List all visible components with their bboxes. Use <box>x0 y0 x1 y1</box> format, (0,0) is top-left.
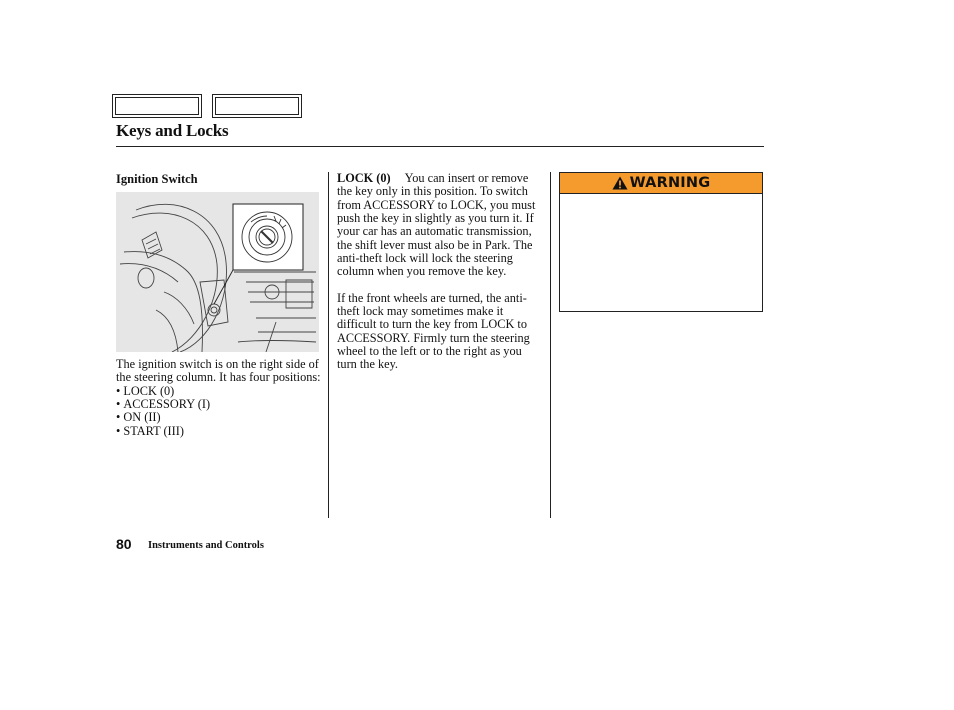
page-title: Keys and Locks <box>116 121 229 140</box>
lock-paragraph-2: If the front wheels are turned, the anti-theft lock may sometimes make it difficult to turn the key from LOCK to ACCESSORY. Firmly turn the steering wheel to the left or to the right as you turn the key. <box>337 290 530 372</box>
section-footer: Instruments and Controls <box>148 540 264 551</box>
section-heading: Ignition Switch <box>116 172 198 186</box>
list-item: • LOCK (0) <box>116 385 321 398</box>
list-item: • ON (II) <box>116 411 321 424</box>
lock-text-1: You can insert or remove the key only in this position. To switch from ACCESSORY to LOCK, you must push the key in slightly as you turn it. If your car has an automatic transmission, the shift lever must also be in Park. The anti-theft lock will lock the steering column when you remove the key. <box>337 171 536 279</box>
ignition-switch-illustration <box>116 192 319 352</box>
header-tab-box-2 <box>212 94 302 118</box>
page-number: 80 <box>116 536 132 552</box>
column-divider-1 <box>328 172 329 518</box>
lock-paragraph-1 <box>337 172 542 279</box>
warning-triangle-icon <box>612 176 628 190</box>
warning-box <box>559 172 763 312</box>
ignition-description <box>116 358 321 438</box>
warning-bar <box>560 173 762 194</box>
list-item: • START (III) <box>116 425 321 438</box>
lock-lead: LOCK (0) <box>337 171 391 185</box>
list-item: • ACCESSORY (I) <box>116 398 321 411</box>
header-tab-box-1 <box>112 94 202 118</box>
ignition-intro: The ignition switch is on the right side of the steering column. It has four positions: <box>116 357 321 385</box>
column-divider-2 <box>550 172 551 518</box>
warning-label: WARNING <box>629 175 711 191</box>
lock-description <box>337 172 542 385</box>
title-rule <box>116 146 764 147</box>
position-list <box>116 385 321 438</box>
